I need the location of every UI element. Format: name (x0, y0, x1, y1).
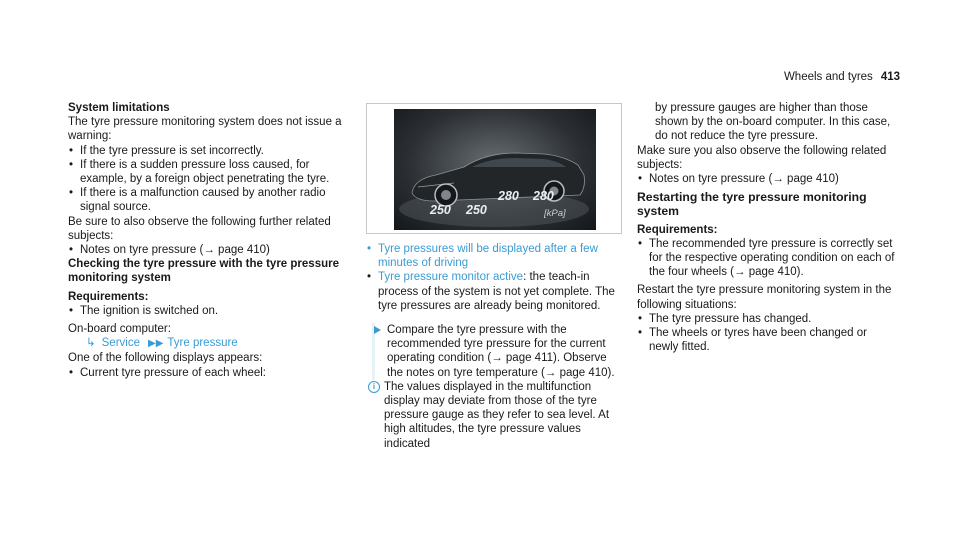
paragraph: Restart the tyre pressure monitoring system in the following situations: (637, 284, 892, 311)
message-description: : the teach-in process of the system is not yet complete. The tyre pressures are already being monitored. (378, 271, 615, 312)
page-header (784, 71, 900, 83)
action-step (372, 323, 622, 380)
requirements-list (637, 237, 899, 280)
paragraph: The tyre pressure monitoring system does not issue a warning: (68, 116, 342, 143)
paragraph: One of the following displays appears: (68, 352, 263, 365)
tyre-pressure-display-image (366, 103, 622, 234)
info-icon: i (368, 381, 380, 393)
display-screen (394, 109, 596, 230)
bullet-list (637, 172, 899, 186)
column-left (68, 101, 350, 380)
requirements-label: Requirements: (68, 290, 149, 303)
list-item (366, 270, 622, 313)
page-number: 413 (880, 71, 900, 83)
paragraph: Be sure to also observe the following further related subjects: (68, 215, 331, 242)
tyre-pressure-value-rear-right: 280 (533, 189, 554, 203)
heading-checking-tyre-pressure: Checking the tyre pressure with the tyre pressure monitoring system (68, 258, 339, 285)
list-item: • The recommended tyre pressure is correctly set for the respective operating condition on each of the four wheels (→ page 410). (637, 237, 899, 280)
list-item: • Notes on tyre pressure (→ page 410) (637, 172, 899, 186)
note-continuation: by pressure gauges are higher than those shown by the on-board computer. In this case, do not reduce the tyre pressure. (655, 102, 891, 143)
info-note (366, 380, 622, 451)
column-right (637, 101, 899, 354)
tyre-pressure-value-front-right: 280 (498, 189, 519, 203)
bullet-list (68, 366, 350, 380)
list-item: • If the tyre pressure is set incorrectly. (68, 144, 350, 158)
heading-system-limitations: System limitations (68, 102, 170, 114)
bullet-list (68, 144, 350, 215)
bullet-list (366, 242, 622, 313)
tyre-pressure-value-front-left: 250 (430, 203, 451, 217)
pressure-unit-label: [kPa] (544, 208, 566, 219)
action-arrow-icon (374, 326, 381, 334)
list-item: • The wheels or tyres have been changed or newly fitted. (637, 326, 899, 354)
list-item: • If there is a malfunction caused by another radio signal source. (68, 186, 350, 214)
list-item: • The tyre pressure has changed. (637, 312, 899, 326)
bullet-list (68, 243, 350, 257)
action-text: Compare the tyre pressure with the recommended tyre pressure for the current operating condition (→ page 411). Observe the notes on tyre temperature (→ page 410). (387, 324, 615, 379)
enter-arrow-icon: ↳ (86, 337, 96, 350)
list-item: • The ignition is switched on. (68, 304, 350, 318)
list-item: • Current tyre pressure of each wheel: (68, 366, 350, 380)
menu-path (68, 336, 350, 351)
menu-link-service[interactable]: Service (101, 337, 140, 350)
section-title: Wheels and tyres (783, 71, 873, 83)
double-chevron-icon: ▶▶ (148, 338, 164, 350)
message-link-monitor-active[interactable]: Tyre pressure monitor active (378, 271, 524, 284)
message-link-pressures-displayed[interactable]: • Tyre pressures will be displayed after a few minutes of driving (366, 242, 622, 270)
tyre-pressure-value-rear-left: 250 (466, 203, 487, 217)
list-item: • If there is a sudden pressure loss caused, for example, by a foreign object penetrating the tyre. (68, 158, 350, 186)
column-middle (366, 103, 622, 451)
note-text: The values displayed in the multifunction display may deviate from those of the tyre pressure gauge as they refer to sea level. At high altitudes, the tyre pressure values indicated (384, 380, 610, 450)
heading-restarting-monitoring: Restarting the tyre pressure monitoring system (637, 190, 867, 219)
list-item: • Notes on tyre pressure (→ page 410) (68, 243, 350, 257)
onboard-computer-label: On-board computer: (68, 323, 171, 336)
menu-link-tyre-pressure[interactable]: Tyre pressure (167, 337, 238, 350)
paragraph: Make sure you also observe the following related subjects: (637, 144, 887, 171)
bullet-list (637, 312, 899, 355)
requirements-list (68, 304, 350, 318)
requirements-label: Requirements: (637, 223, 718, 236)
